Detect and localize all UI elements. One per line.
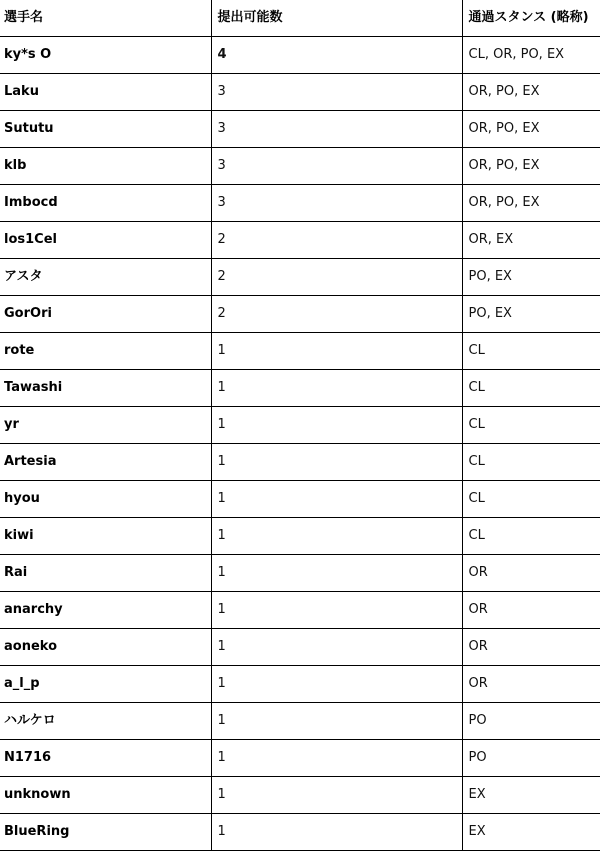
header-passed-stances: 通過スタンス (略称) xyxy=(462,0,600,37)
table-row xyxy=(0,222,600,259)
table-row xyxy=(0,185,600,222)
table-row xyxy=(0,111,600,148)
table-row xyxy=(0,444,600,481)
table-header xyxy=(0,0,600,37)
passed-stances-cell: OR xyxy=(462,555,600,592)
table-row xyxy=(0,370,600,407)
table-row xyxy=(0,555,600,592)
table-row xyxy=(0,518,600,555)
table-row xyxy=(0,777,600,814)
submittable-count-cell: 1 xyxy=(211,703,462,740)
submittable-count-cell: 1 xyxy=(211,370,462,407)
passed-stances-cell: PO, EX xyxy=(462,296,600,333)
submittable-count-cell: 1 xyxy=(211,777,462,814)
passed-stances-cell: PO xyxy=(462,703,600,740)
player-name-cell: BlueRing xyxy=(0,814,211,851)
player-name-cell: aoneko xyxy=(0,629,211,666)
submittable-count-cell: 4 xyxy=(211,37,462,74)
passed-stances-cell: OR xyxy=(462,629,600,666)
submittable-count-cell: 1 xyxy=(211,444,462,481)
header-submittable-count: 提出可能数 xyxy=(211,0,462,37)
player-name-cell: N1716 xyxy=(0,740,211,777)
submittable-count-cell: 2 xyxy=(211,222,462,259)
player-name-cell: アスタ xyxy=(0,259,211,296)
header-player-name: 選手名 xyxy=(0,0,211,37)
table-row xyxy=(0,37,600,74)
passed-stances-cell: PO, EX xyxy=(462,259,600,296)
table-row xyxy=(0,296,600,333)
table-row xyxy=(0,407,600,444)
submittable-count-cell: 3 xyxy=(211,74,462,111)
table-row xyxy=(0,592,600,629)
player-name-cell: ハルケロ xyxy=(0,703,211,740)
passed-stances-cell: OR, PO, EX xyxy=(462,185,600,222)
passed-stances-cell: OR, PO, EX xyxy=(462,148,600,185)
submittable-count-cell: 1 xyxy=(211,407,462,444)
submittable-count-cell: 1 xyxy=(211,592,462,629)
table-row xyxy=(0,629,600,666)
passed-stances-cell: CL xyxy=(462,518,600,555)
submittable-count-cell: 3 xyxy=(211,185,462,222)
submittable-count-cell: 1 xyxy=(211,666,462,703)
submittable-count-cell: 1 xyxy=(211,481,462,518)
submittable-count-cell: 2 xyxy=(211,296,462,333)
table-row xyxy=(0,740,600,777)
submittable-count-cell: 1 xyxy=(211,518,462,555)
submittable-count-cell: 2 xyxy=(211,259,462,296)
player-name-cell: a_l_p xyxy=(0,666,211,703)
player-name-cell: yr xyxy=(0,407,211,444)
passed-stances-cell: EX xyxy=(462,777,600,814)
submittable-count-cell: 1 xyxy=(211,333,462,370)
submittable-count-cell: 1 xyxy=(211,629,462,666)
player-name-cell: rote xyxy=(0,333,211,370)
player-name-cell: anarchy xyxy=(0,592,211,629)
submittable-count-cell: 3 xyxy=(211,111,462,148)
passed-stances-cell: OR, EX xyxy=(462,222,600,259)
passed-stances-cell: CL, OR, PO, EX xyxy=(462,37,600,74)
table-row xyxy=(0,703,600,740)
passed-stances-cell: OR xyxy=(462,592,600,629)
table-row xyxy=(0,481,600,518)
table-body xyxy=(0,37,600,851)
passed-stances-cell: OR, PO, EX xyxy=(462,111,600,148)
player-name-cell: GorOri xyxy=(0,296,211,333)
player-name-cell: Tawashi xyxy=(0,370,211,407)
submittable-count-cell: 3 xyxy=(211,148,462,185)
header-row xyxy=(0,0,600,37)
player-name-cell: unknown xyxy=(0,777,211,814)
player-name-cell: Sututu xyxy=(0,111,211,148)
passed-stances-cell: PO xyxy=(462,740,600,777)
player-name-cell: ky*s O xyxy=(0,37,211,74)
submittable-count-cell: 1 xyxy=(211,555,462,592)
passed-stances-cell: OR, PO, EX xyxy=(462,74,600,111)
passed-stances-cell: CL xyxy=(462,444,600,481)
table-row xyxy=(0,148,600,185)
player-name-cell: Artesia xyxy=(0,444,211,481)
passed-stances-cell: EX xyxy=(462,814,600,851)
player-name-cell: Rai xyxy=(0,555,211,592)
table-row xyxy=(0,74,600,111)
passed-stances-cell: CL xyxy=(462,370,600,407)
passed-stances-cell: OR xyxy=(462,666,600,703)
passed-stances-cell: CL xyxy=(462,407,600,444)
table-row xyxy=(0,666,600,703)
player-name-cell: los1Cel xyxy=(0,222,211,259)
player-name-cell: hyou xyxy=(0,481,211,518)
table-row xyxy=(0,814,600,851)
player-name-cell: klb xyxy=(0,148,211,185)
passed-stances-cell: CL xyxy=(462,481,600,518)
table-row xyxy=(0,259,600,296)
player-name-cell: kiwi xyxy=(0,518,211,555)
submittable-count-cell: 1 xyxy=(211,740,462,777)
table-row xyxy=(0,333,600,370)
submittable-count-cell: 1 xyxy=(211,814,462,851)
player-name-cell: Laku xyxy=(0,74,211,111)
player-name-cell: Imbocd xyxy=(0,185,211,222)
passed-stances-cell: CL xyxy=(462,333,600,370)
